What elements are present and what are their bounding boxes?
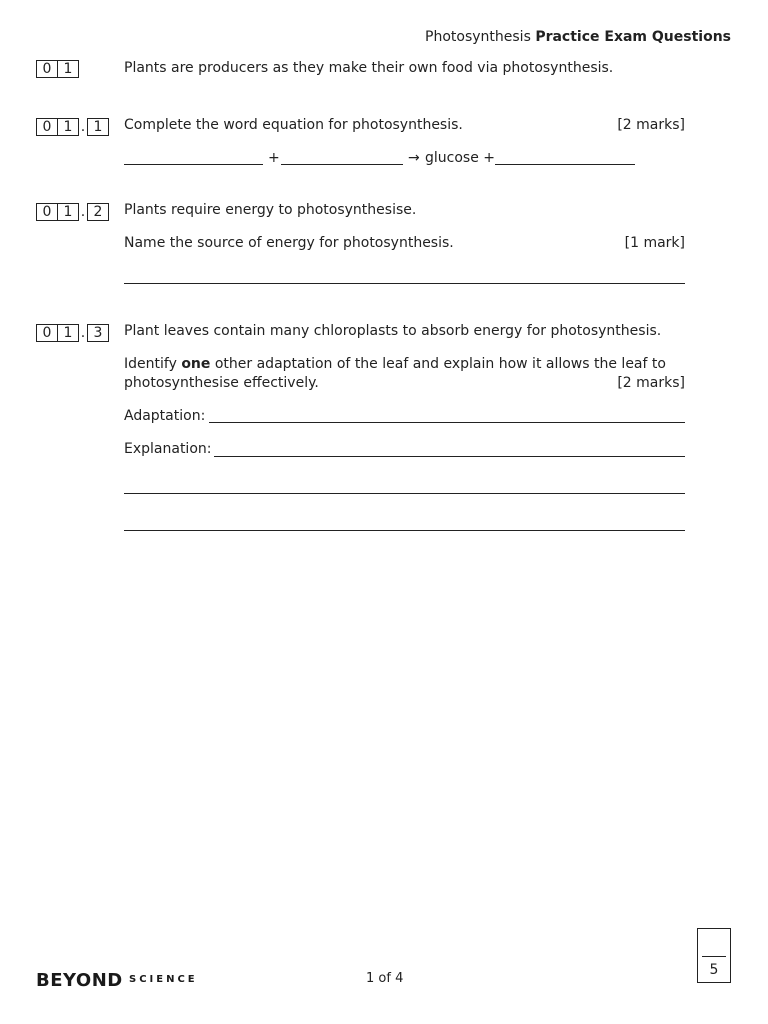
question-number-01-1 <box>36 118 109 136</box>
adaptation-label: Adaptation: <box>124 408 206 424</box>
question-01-2-stem: Plants require energy to photosynthesise. <box>124 202 417 218</box>
question-01-3-marks: [2 marks] <box>617 375 685 391</box>
answer-line-01-2[interactable] <box>124 283 685 284</box>
question-01-1-marks: [2 marks] <box>617 117 685 133</box>
brand-logo: BEYOND <box>36 970 123 991</box>
header-subject: Photosynthesis <box>425 29 531 45</box>
question-number-01-3 <box>36 324 109 342</box>
question-01-3-prompt-line-2: photosynthesise effectively. <box>124 375 319 391</box>
page-header <box>425 29 731 45</box>
question-01-3-prompt-line-1 <box>124 355 666 374</box>
equation-answer-line-product-2[interactable] <box>495 164 635 165</box>
qnum-separator: . <box>80 119 86 135</box>
question-01-3-stem: Plant leaves contain many chloroplasts to absorb energy for photosynthesis. <box>124 323 662 339</box>
prompt-text: Identify <box>124 356 182 372</box>
equation-product: glucose + <box>425 150 495 166</box>
adaptation-answer-line[interactable] <box>209 422 685 423</box>
header-title: Practice Exam Questions <box>535 29 731 45</box>
brand-logo-subtitle: SCIENCE <box>129 974 198 985</box>
total-marks-score-line[interactable] <box>702 956 726 957</box>
equation-answer-line-reactant-2[interactable] <box>281 164 403 165</box>
question-number-01 <box>36 60 79 78</box>
question-number-01-2 <box>36 203 109 221</box>
total-marks-box <box>697 928 731 983</box>
question-01-stem: Plants are producers as they make their own food via photosynthesis. <box>124 60 614 76</box>
total-marks-value: 5 <box>709 962 719 978</box>
equation-arrow: → <box>408 150 420 166</box>
qnum-digit: 0 <box>36 60 58 78</box>
equation-answer-line-reactant-1[interactable] <box>124 164 263 165</box>
qnum-separator: . <box>80 325 86 341</box>
explanation-label: Explanation: <box>124 441 212 457</box>
qnum-separator: . <box>80 204 86 220</box>
equation-plus: + <box>268 150 280 166</box>
qnum-digit: 1 <box>58 324 79 342</box>
qnum-digit: 1 <box>87 118 109 136</box>
page-number: 1 of 4 <box>366 971 404 986</box>
prompt-text: other adaptation of the leaf and explain how it allows the leaf to <box>210 356 666 372</box>
qnum-digit: 0 <box>36 203 58 221</box>
explanation-answer-line-2[interactable] <box>124 493 685 494</box>
explanation-answer-line-3[interactable] <box>124 530 685 531</box>
prompt-emphasis: one <box>181 356 211 372</box>
qnum-digit: 1 <box>58 60 79 78</box>
question-01-1-text: Complete the word equation for photosynthesis. <box>124 117 463 133</box>
qnum-digit: 0 <box>36 118 58 136</box>
question-01-2-marks: [1 mark] <box>624 235 685 251</box>
qnum-digit: 1 <box>58 203 79 221</box>
qnum-digit: 1 <box>58 118 79 136</box>
qnum-digit: 0 <box>36 324 58 342</box>
qnum-digit: 3 <box>87 324 109 342</box>
qnum-digit: 2 <box>87 203 109 221</box>
question-01-2-prompt: Name the source of energy for photosynthesis. <box>124 235 454 251</box>
explanation-answer-line-1[interactable] <box>214 456 685 457</box>
